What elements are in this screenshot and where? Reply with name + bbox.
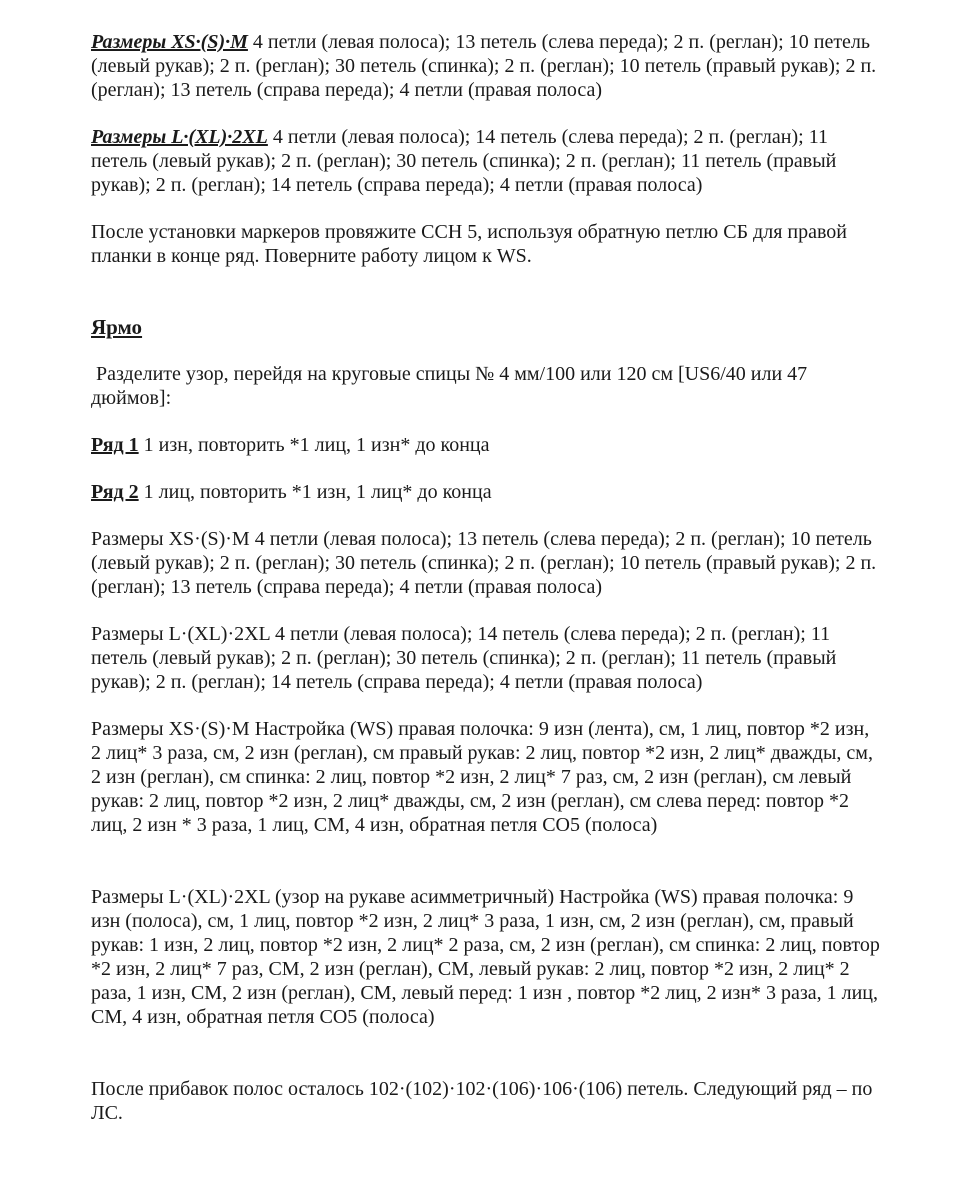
row-1-instruction <box>91 433 881 457</box>
setup-row-xs-m: Размеры XS·(S)·M Настройка (WS) правая полочка: 9 изн (лента), см, 1 лиц, повтор *2 изн, 2 лиц* 3 раза, см, 2 изн (реглан), см правый рукав: 2 лиц, повтор *2 изн, 2 лиц* дважды, см, 2 изн (реглан), см спинка: 2 лиц, повтор *2 изн, 2 лиц* 7 раз, см, 2 изн (реглан), см левый рукав: 2 лиц, повтор *2 изн, 2 лиц* дважды, см, 2 изн (реглан), см слева перед: повтор *2 лиц, 2 изн * 3 раза, 1 лиц, СМ, 4 изн, обратная петля СО5 (полоса) <box>91 718 873 836</box>
setup-row-l-2xl: Размеры L·(XL)·2XL (узор на рукаве асимметричный) Настройка (WS) правая полочка: 9 изн (полоса), см, 1 лиц, повтор *2 изн, 2 лиц* 3 раза, 1 изн, см, 2 изн (реглан), см, правый рукав: 1 изн, 2 лиц, повтор *2 изн, 2 лиц* 2 раза, см, 2 изн (реглан), см спинка: 2 лиц, повтор *2 изн, 2 лиц* 7 раз, СМ, 2 изн (реглан), СМ, левый рукав: 2 лиц, повтор *2 изн, 2 лиц* 2 раза, 1 изн, СМ, 2 изн (реглан), СМ, левый перед: 1 изн , повтор *2 лиц, 2 изн* 3 раза, 1 лиц, СМ, 4 изн, обратная петля СО5 (полоса) <box>91 886 880 1028</box>
stitch-count-l-2xl: Размеры L·(XL)·2XL 4 петли (левая полоса); 14 петель (слева переда); 2 п. (реглан); 11 петель (левый рукав); 2 п. (реглан); 30 петель (спинка); 2 п. (реглан); 11 петель (правый рукав); 2 п. (реглан); 14 петель (справа переда); 4 петли (правая полоса) <box>91 623 837 693</box>
size-label-l-2xl: Размеры L·(XL)·2XL <box>91 126 268 148</box>
document-page <box>91 30 881 1125</box>
row-1-text: 1 изн, повторить *1 лиц, 1 изн* до конца <box>138 434 490 456</box>
row-2-text: 1 лиц, повторить *1 изн, 1 лиц* до конца <box>138 481 492 503</box>
stitch-count-xs-m: Размеры XS·(S)·M 4 петли (левая полоса); 13 петель (слева переда); 2 п. (реглан); 10 петель (левый рукав); 2 п. (реглан); 30 петель (спинка); 2 п. (реглан); 10 петель (правый рукав); 2 п. (реглан); 13 петель (справа переда); 4 петли (правая полоса) <box>91 528 877 598</box>
row-1-label: Ряд 1 <box>91 434 139 456</box>
size-text-l-2xl: 4 петли (левая полоса); 14 петель (слева переда); 2 п. (реглан); 11 петель (левый рукав); 2 п. (реглан); 30 петель (спинка); 2 п. (реглан); 11 петель (правый рукав); 2 п. (реглан); 14 петель (справа переда); 4 петли (правая полоса) <box>91 126 837 196</box>
yoke-heading: Ярмо <box>91 315 143 339</box>
size-block-l-2xl <box>91 125 881 197</box>
size-label-xs-m: Размеры XS·(S)·M <box>91 31 248 53</box>
row-2-instruction <box>91 480 881 504</box>
size-block-xs-m <box>91 30 881 102</box>
yoke-intro: Разделите узор, перейдя на круговые спицы № 4 мм/100 или 120 см [US6/40 или 47 дюймов]: <box>91 363 813 409</box>
row-2-label: Ряд 2 <box>91 481 139 503</box>
markers-paragraph: После установки маркеров провяжите ССН 5, используя обратную петлю СБ для правой планки в конце ряд. Поверните работу лицом к WS. <box>91 221 847 267</box>
size-text-xs-m: 4 петли (левая полоса); 13 петель (слева переда); 2 п. (реглан); 10 петель (левый рукав); 2 п. (реглан); 30 петель (спинка); 2 п. (реглан); 10 петель (правый рукав); 2 п. (реглан); 13 петель (справа переда); 4 петли (правая полоса) <box>91 31 877 101</box>
final-stitch-count: После прибавок полос осталось 102·(102)·102·(106)·106·(106) петель. Следующий ряд – по ЛС. <box>91 1078 873 1124</box>
